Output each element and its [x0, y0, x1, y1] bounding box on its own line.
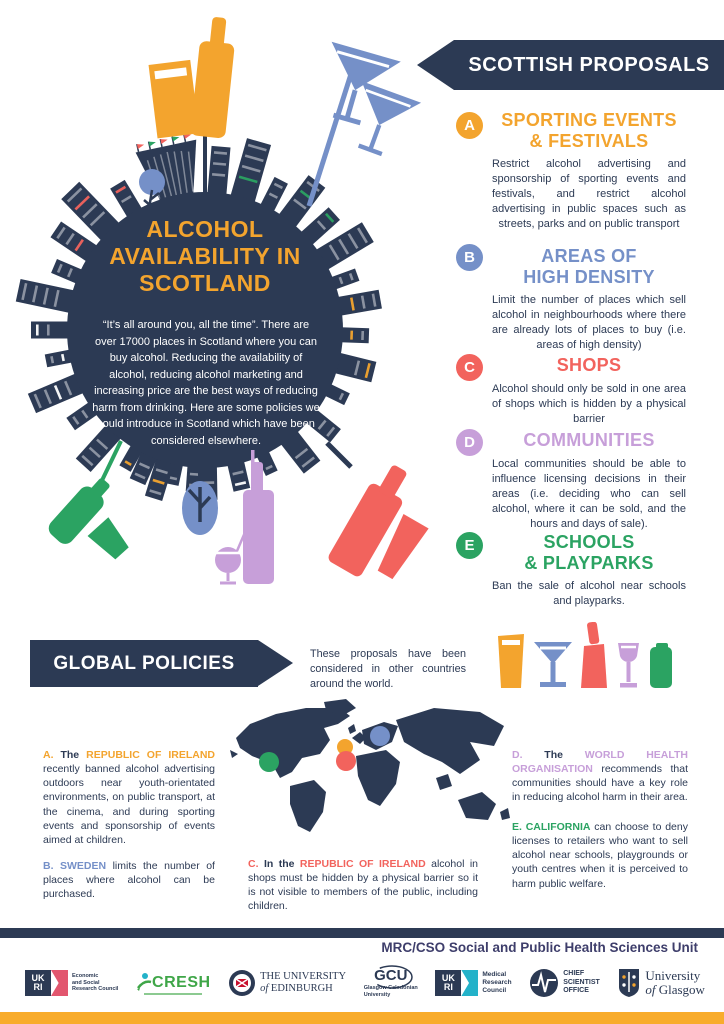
edinburgh-logo: THE UNIVERSITY of EDINBURGH [228, 969, 346, 997]
footer-logos-row [25, 956, 705, 1010]
global-intro-text: These proposals have been considered in other countries around the world. [310, 648, 466, 690]
cresh-figure-icon [136, 972, 152, 992]
map-marker-ireland-c [336, 751, 356, 771]
note-ireland-shops: C. In the REPUBLIC OF IRELAND alcohol in shops must be hidden by a physical barrier so it is not visible to members of the public, including children. [248, 857, 479, 913]
red-bottle-icon [326, 443, 447, 596]
balloon-tree-icon [182, 481, 218, 535]
proposal-letter-badge: B [456, 244, 483, 271]
proposal-heading: SHOPS [556, 355, 622, 375]
pint-glass-icon [497, 634, 525, 688]
footer-accent-stripe [0, 1012, 724, 1024]
gcu-logo: GCU Glasgow Caledonian University [363, 967, 418, 998]
world-map [228, 698, 512, 840]
proposal-letter-badge: D [456, 429, 483, 456]
cso-logo: CHIEF SCIENTIST OFFICE [529, 968, 600, 998]
cresh-subtext-bar [144, 993, 202, 995]
proposal-heading: COMMUNITIES [523, 430, 655, 450]
note-sweden: B. SWEDEN limits the number of places where alcohol can be purchased. [43, 859, 215, 901]
proposal-heading: SCHOOLS & PLAYPARKS [524, 532, 654, 573]
global-policies-banner: GLOBAL POLICIES [30, 640, 258, 687]
map-marker-sweden [370, 726, 390, 746]
proposal-body: Restrict alcohol advertising and sponsorship of sporting events and festivals, and restrict alcohol advertising in public spaces such as streets, parks and on public transport [492, 158, 686, 231]
note-california: E. CALIFORNIA can choose to deny licenses to retailers who want to sell alcohol near schools, playgrounds or youth centres when it is perceived to harm public welfare. [512, 820, 688, 890]
hero-body-text: “It’s all around you, all the time”. There are over 17000 places in Scotland where you can buy alcohol. Reducing the availability of alcohol, reducing alcohol marketing and increasing price are the best ways of reducing harm from drinking. Here are some policies we could introduce in Scotland which have been considered elsewhere. [92, 319, 320, 447]
hero-title: ALCOHOL AVAILABILITY IN SCOTLAND [109, 216, 301, 297]
mrc-logo: UK RI Medical Research Council [435, 970, 511, 996]
proposal-body: Local communities should be able to influence licensing decisions in their areas (i.e. deciding who can sell alcohol, where it can be sold, and the hours and days of sale). [492, 457, 686, 530]
esrc-logo: UK RI Economic and Social Research Council [25, 970, 118, 996]
proposal-item-a [448, 110, 720, 232]
edinburgh-crest-icon [228, 969, 256, 997]
proposal-letter-badge: A [456, 112, 483, 139]
proposal-letter-badge: C [456, 354, 483, 381]
proposal-body: Limit the number of places which sell alcohol in neighbourhoods where there are already lots of places to buy (i.e. areas of high density) [492, 294, 686, 352]
scottish-proposals-banner: SCOTTISH PROPOSALS [454, 40, 724, 90]
proposal-body: Alcohol should only be sold in one area of shops which is hidden by a physical barrier [492, 382, 686, 425]
proposal-body: Ban the sale of alcohol near schools and playparks. [492, 580, 686, 608]
proposal-item-d [448, 427, 720, 531]
drink-icons-row [497, 621, 679, 688]
can-icon [650, 643, 672, 688]
map-marker-california [259, 752, 279, 772]
note-ireland-advertising: A. The REPUBLIC OF IRELAND recently banned alcohol advertising outdoors near youth-orientated environments, on public transport, at the cinema, and during sporting events and sponsorship of events aimed at children. [43, 748, 216, 847]
cresh-logo: CRESH [136, 972, 211, 995]
proposal-heading: AREAS OF HIGH DENSITY [523, 246, 655, 287]
global-policies-banner-tip [258, 640, 293, 686]
wine-glass-icon [616, 642, 641, 688]
martini-glass-icon [534, 640, 572, 688]
bottle-icon [581, 622, 607, 688]
footer-unit-label: MRC/CSO Social and Public Health Sciences Unit [381, 940, 698, 955]
glasgow-logo: University of Glasgow [617, 968, 705, 998]
note-who: D. The WORLD HEALTH ORGANISATION recommends that communities should have a key role in reducing alcohol harm in their area. [512, 748, 689, 804]
mrc-mark-shape [461, 970, 478, 996]
proposal-letter-badge: E [456, 532, 483, 559]
proposal-item-c [448, 352, 720, 427]
proposal-item-b [448, 242, 720, 353]
cso-ecg-icon [529, 968, 559, 998]
martini-flag-icon [309, 42, 421, 206]
footer-divider-bar [0, 928, 724, 938]
esrc-mark-shape [51, 970, 68, 996]
scottish-proposals-banner-tip [417, 40, 454, 90]
proposal-heading: SPORTING EVENTS & FESTIVALS [501, 110, 677, 151]
proposal-item-e [448, 530, 720, 609]
glasgow-crest-icon [617, 968, 641, 998]
